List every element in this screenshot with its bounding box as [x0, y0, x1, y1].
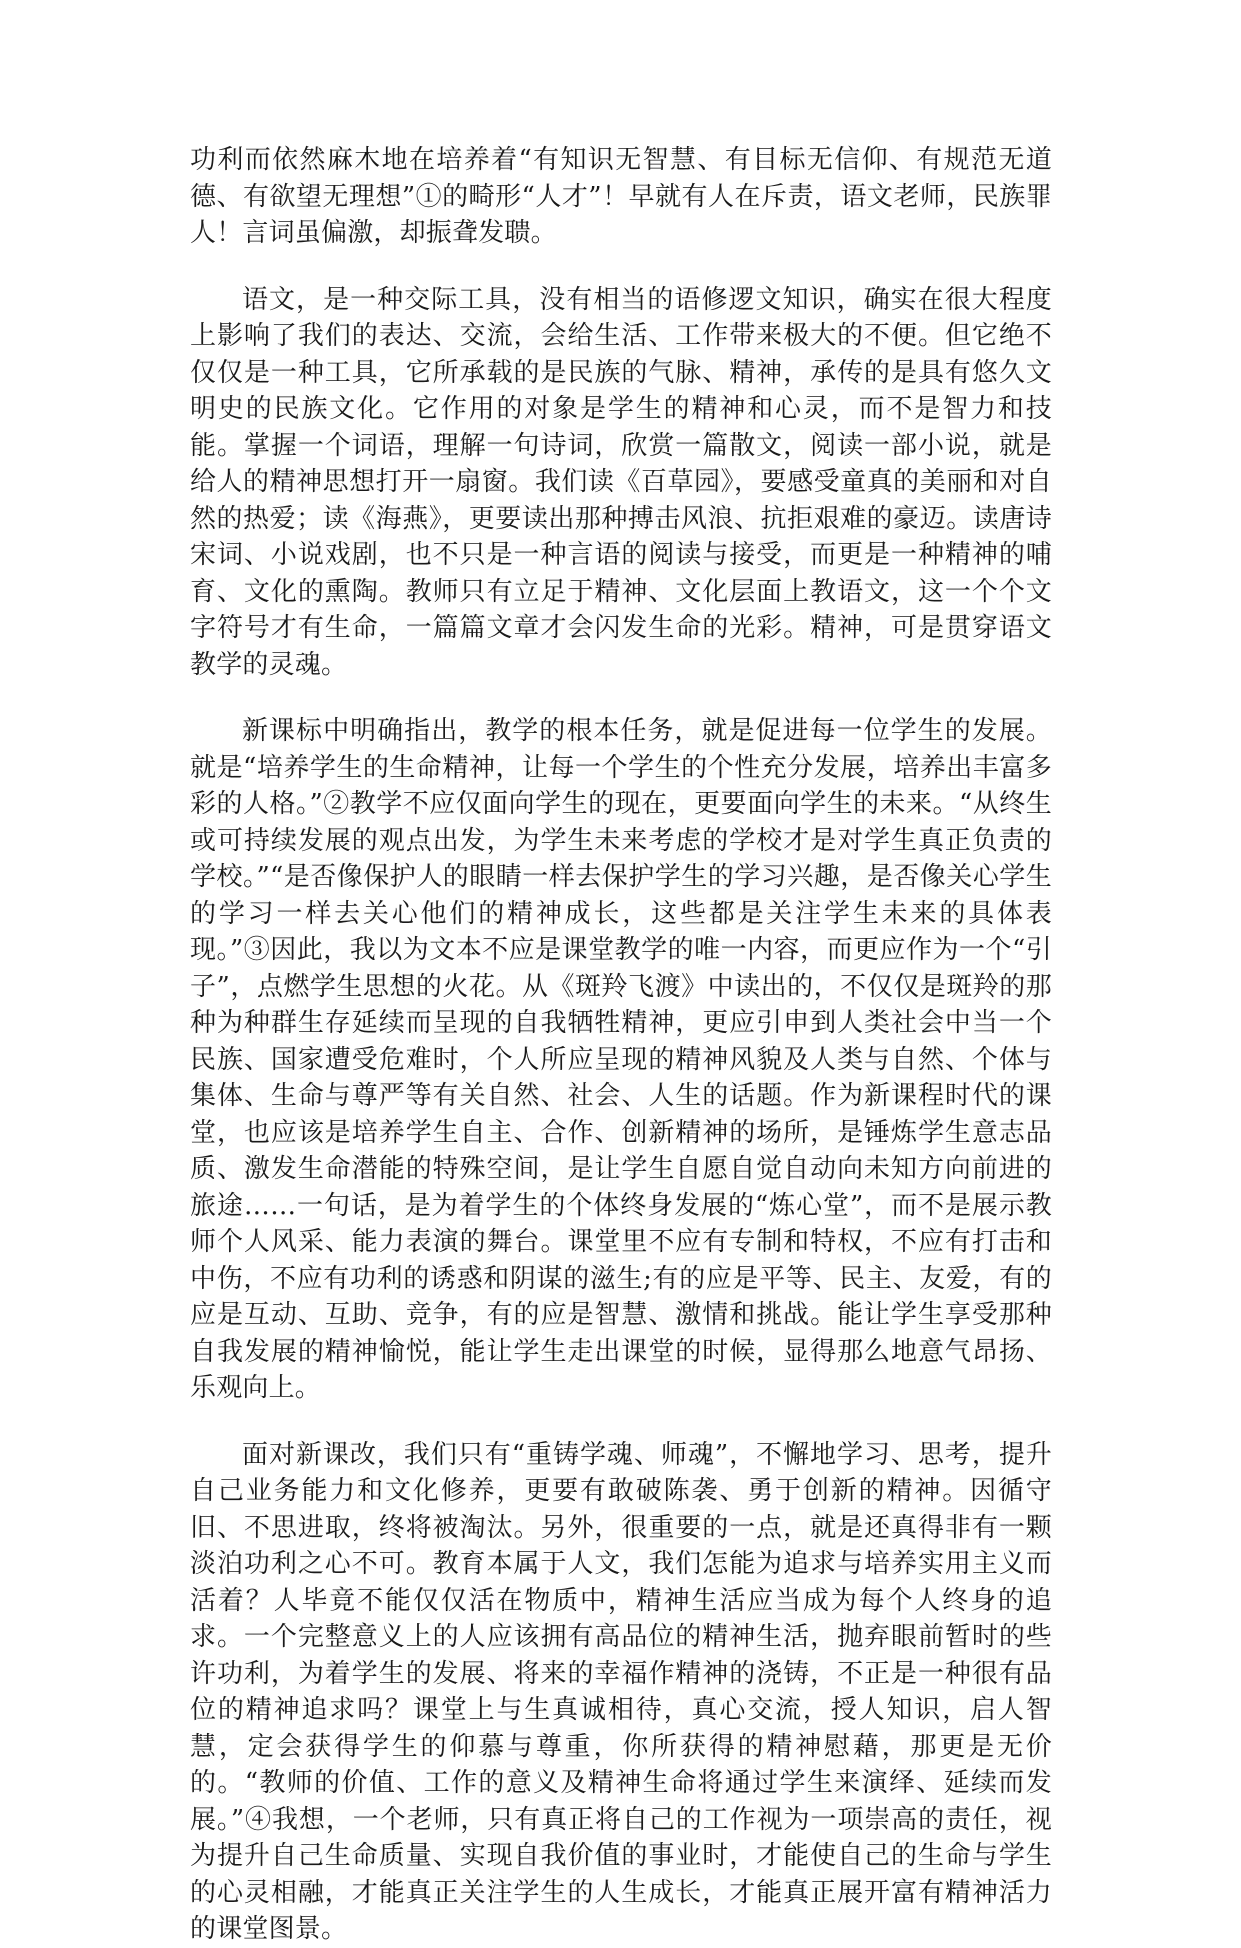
paragraph-1: 功利而依然麻木地在培养着“有知识无智慧、有目标无信仰、有规范无道德、有欲望无理想”①的畸形“人才”！早就有人在斥责，语文老师，民族罪人！言词虽偏激，却振聋发聩。 [190, 145, 1052, 248]
paragraph-3: 新课标中明确指出，教学的根本任务，就是促进每一位学生的发展。就是“培养学生的生命精神，让每一个学生的个性充分发展，培养出丰富多彩的人格。”②教学不应仅面向学生的现在，更要面向学生的未来。“从终生或可持续发展的观点出发，为学生未来考虑的学校才是对学生真正负责的学校。”“是否像保护人的眼睛一样去保护学生的学习兴趣，是否像关心学生的学习一样去关心他们的精神成长，这些都是关注学生未来的具体表现。”③因此，我以为文本不应是课堂教学的唯一内容，而更应作为一个“引子”，点燃学生思想的火花。从《斑羚飞渡》中读出的，不仅仅是斑羚的那种为种群生存延续而呈现的自我牺牲精神，更应引申到人类社会中当一个民族、国家遭受危难时，个人所应呈现的精神风貌及人类与自然、个体与集体、生命与尊严等有关自然、社会、人生的话题。作为新课程时代的课堂，也应该是培养学生自主、合作、创新精神的场所，是锤炼学生意志品质、激发生命潜能的特殊空间，是让学生自愿自觉自动向未知方向前进的旅途……一句话，是为着学生的个体终身发展的“炼心堂”，而不是展示教师个人风采、能力表演的舞台。课堂里不应有专制和特权，不应有打击和中伤，不应有功利的诱惑和阴谋的滋生;有的应是平等、民主、友爱，有的应是互动、互助、竞争，有的应是智慧、激情和挑战。能让学生享受那种自我发展的精神愉悦，能让学生走出课堂的时候，显得那么地意气昂扬、乐观向上。 [190, 716, 1052, 1403]
paragraph-4: 面对新课改，我们只有“重铸学魂、师魂”，不懈地学习、思考，提升自己业务能力和文化修养，更要有敢破陈袭、勇于创新的精神。因循守旧、不思进取，终将被淘汰。另外，很重要的一点，就是还真得非有一颗淡泊功利之心不可。教育本属于人文，我们怎能为追求与培养实用主义而活着？人毕竟不能仅仅活在物质中，精神生活应当成为每个人终身的追求。一个完整意义上的人应该拥有高品位的精神生活，抛弃眼前暂时的些许功利，为着学生的发展、将来的幸福作精神的浇铸，不正是一种很有品位的精神追求吗？课堂上与生真诚相待，真心交流，授人知识，启人智慧，定会获得学生的仰慕与尊重，你所获得的精神慰藉，那更是无价的。“教师的价值、工作的意义及精神生命将通过学生来演绎、延续而发展。”④我想，一个老师，只有真正将自己的工作视为一项崇高的责任，视为提升自己生命质量、实现自我价值的事业时，才能使自己的生命与学生的心灵相融，才能真正关注学生的人生成长，才能真正展开富有精神活力的课堂图景。 [190, 1439, 1052, 1944]
paragraph-2: 语文，是一种交际工具，没有相当的语修逻文知识，确实在很大程度上影响了我们的表达、交流，会给生活、工作带来极大的不便。但它绝不仅仅是一种工具，它所承载的是民族的气脉、精神，承传的是具有悠久文明史的民族文化。它作用的对象是学生的精神和心灵，而不是智力和技能。掌握一个词语，理解一句诗词，欣赏一篇散文，阅读一部小说，就是给人的精神思想打开一扇窗。我们读《百草园》，要感受童真的美丽和对自然的热爱；读《海燕》，更要读出那种搏击风浪、抗拒艰难的豪迈。读唐诗宋词、小说戏剧，也不只是一种言语的阅读与接受，而更是一种精神的哺育、文化的熏陶。教师只有立足于精神、文化层面上教语文，这一个个文字符号才有生命，一篇篇文章才会闪发生命的光彩。精神，可是贯穿语文教学的灵魂。 [190, 284, 1052, 680]
document-body [190, 142, 1052, 1948]
